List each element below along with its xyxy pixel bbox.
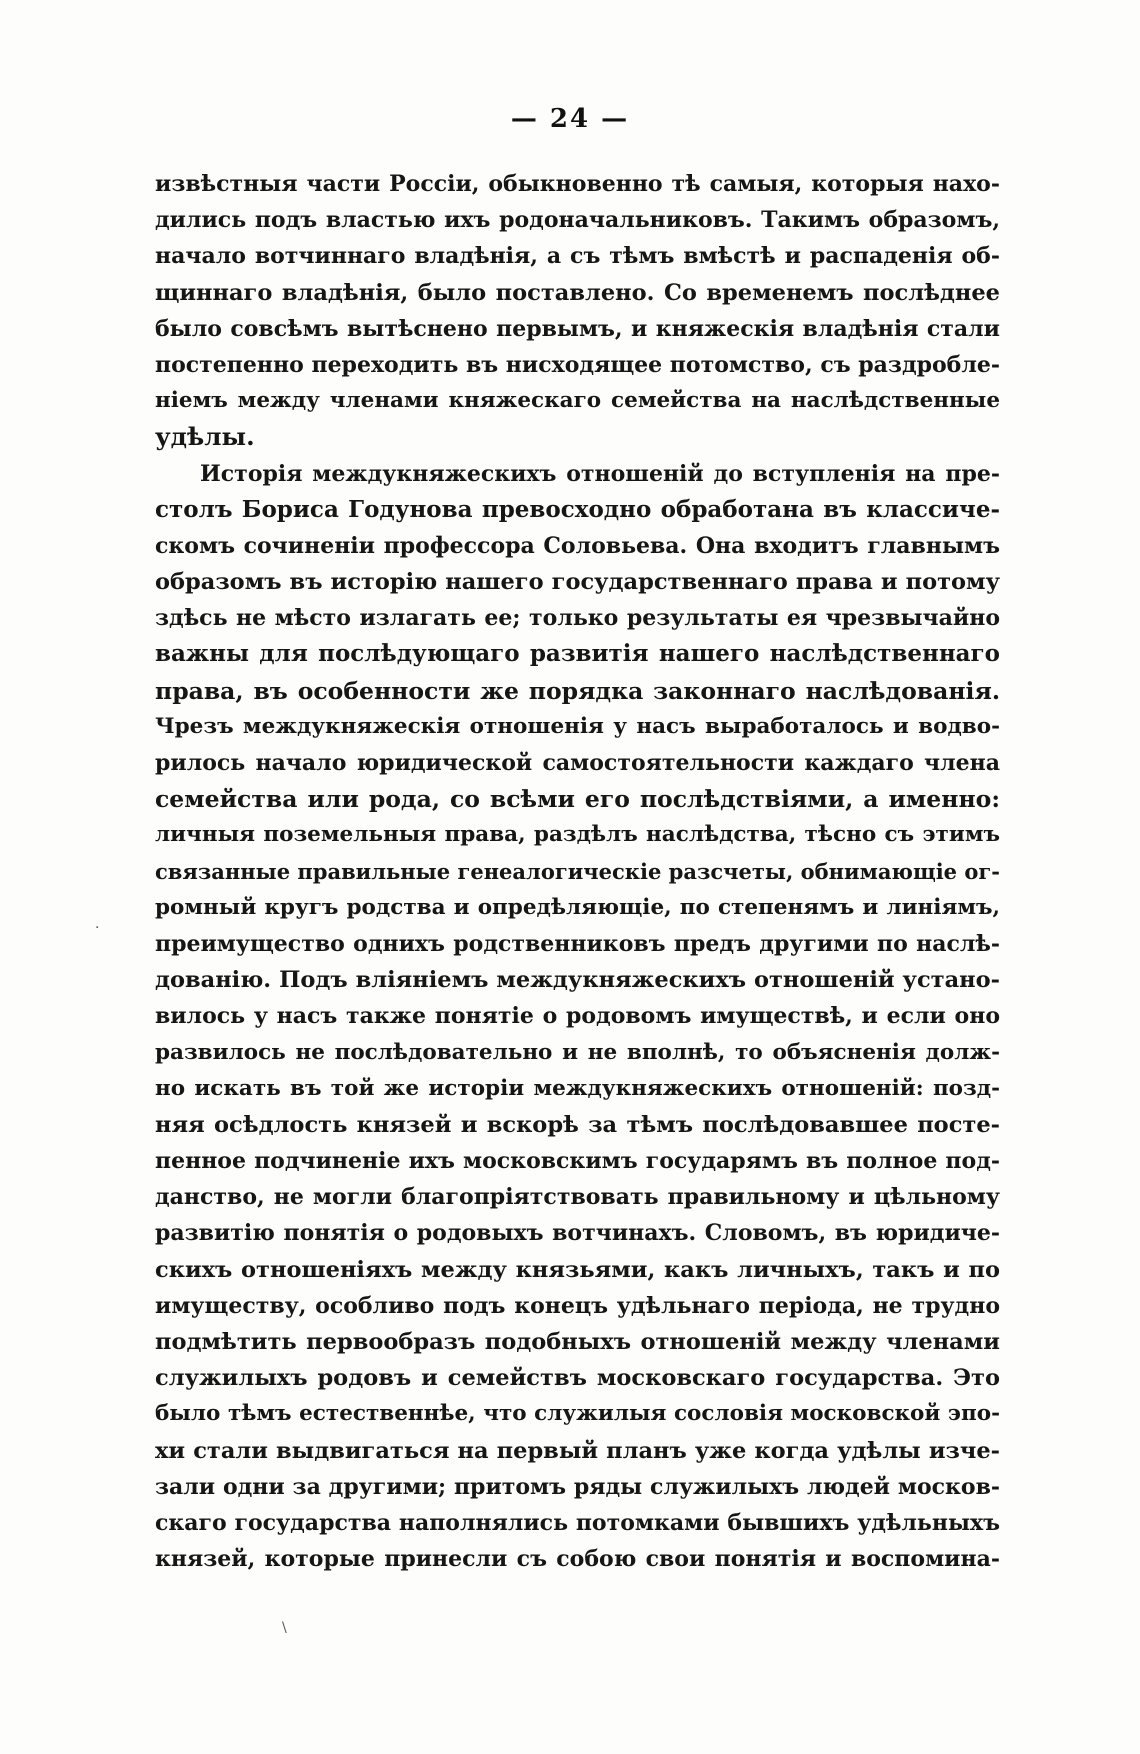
text-line: имуществу, особливо подъ конецъ удѣльнаго періода, не трудно [155,1292,1000,1319]
text-line: образомъ въ исторію нашего государственнаго права и потому [155,569,1000,596]
text-line: начало вотчиннаго владѣнія, а съ тѣмъ вмѣстѣ и распаденія об- [155,243,1000,270]
text-line: служилыхъ родовъ и семействъ московскаго государства. Это [155,1365,1000,1392]
text-line: скихъ отношеніяхъ между князьями, какъ личныхъ, такъ и по [155,1256,1000,1283]
text-line: рилось начало юридической самостоятельности каждаго члена [155,750,1000,776]
text-line: хи стали выдвигаться на первый планъ уже когда удѣлы изче- [155,1437,1000,1464]
text-line: важны для послѣдующаго развитія нашего наслѣдственнаго [155,640,1000,668]
scan-speck: · [95,920,100,936]
text-line: щиннаго владѣнія, было поставлено. Со временемъ послѣднее [155,279,1000,306]
text-line: права, въ особенности же порядка законнаго наслѣдованія. [155,676,1000,705]
text-line: зали одни за другими; притомъ ряды служилыхъ людей москов- [155,1473,1000,1500]
text-line: подмѣтить первообразъ подобныхъ отношеній между членами [155,1329,1000,1355]
text-line: было совсѣмъ вытѣснено первымъ, и княжескія владѣнія стали [155,315,1000,342]
paragraph-first-line: Исторія междукняжескихъ отношеній до вступленія на пре- [200,460,1000,487]
text-line: пенное подчиненіе ихъ московскимъ государямъ въ полное под- [155,1148,1000,1175]
text-line: скомъ сочиненіи профессора Соловьева. Она входитъ главнымъ [155,532,1000,559]
text-line: Чрезъ междукняжескія отношенія у насъ выработалось и водво- [155,713,1000,739]
text-line: скаго государства наполнялись потомками бывшихъ удѣльныхъ [155,1509,1000,1536]
text-line: развилось не послѣдовательно и не вполнѣ, то объясненія долж- [155,1039,1000,1065]
text-line: извѣстныя части Россіи, обыкновенно тѣ самыя, которыя нахо- [155,171,1000,197]
text-line: преимущество однихъ родственниковъ предъ другими по наслѣ- [155,930,1000,957]
text-line: князей, которые принесли съ собою свои понятія и воспомина- [155,1546,1000,1573]
text-line: дились подъ властью ихъ родоначальниковъ. Такимъ образомъ, [155,207,1000,234]
text-line: развитію понятія о родовыхъ вотчинахъ. Словомъ, въ юридиче- [155,1220,1000,1247]
text-line: постепенно переходить въ нисходящее потомство, съ раздробле- [155,351,1000,378]
text-line: столъ Бориса Годунова превосходно обработана въ классиче- [155,495,1000,523]
text-line: данство, не могли благопріятствовать правильному и цѣльному [155,1184,1000,1211]
text-line: личныя поземельныя права, раздѣлъ наслѣдства, тѣсно съ этимъ [155,822,1000,848]
text-line: семейства или рода, со всѣми его послѣдствіями, а именно: [155,785,1000,814]
text-line: няя осѣдлость князей и вскорѣ за тѣмъ послѣдовавшее посте- [155,1111,1000,1138]
page-body-text [155,166,1000,1577]
text-line: здѣсь не мѣсто излагать ее; только результаты ея чрезвычайно [155,605,1000,632]
text-line: ніемъ между членами княжескаго семейства на наслѣдственные [155,388,1000,414]
scan-speck: \ [282,1620,287,1636]
text-line: ромный кругъ родства и опредѣляющіе, по степенямъ и линіямъ, [155,894,1000,920]
text-line: дованію. Подъ вліяніемъ междукняжескихъ отношеній устано- [155,967,1000,994]
text-line: связанные правильные генеалогическіе разсчеты, обнимающіе ог- [155,858,1000,884]
text-line: удѣлы. [155,422,255,452]
text-line: вилось у насъ также понятіе о родовомъ имуществѣ, и если оно [155,1003,1000,1030]
text-line: но искать въ той же исторіи междукняжескихъ отношеній: позд- [155,1075,1000,1101]
page-number: — 24 — [510,104,630,134]
text-line: было тѣмъ естественнѣе, что служилыя сословія московской эпо- [155,1401,1000,1427]
